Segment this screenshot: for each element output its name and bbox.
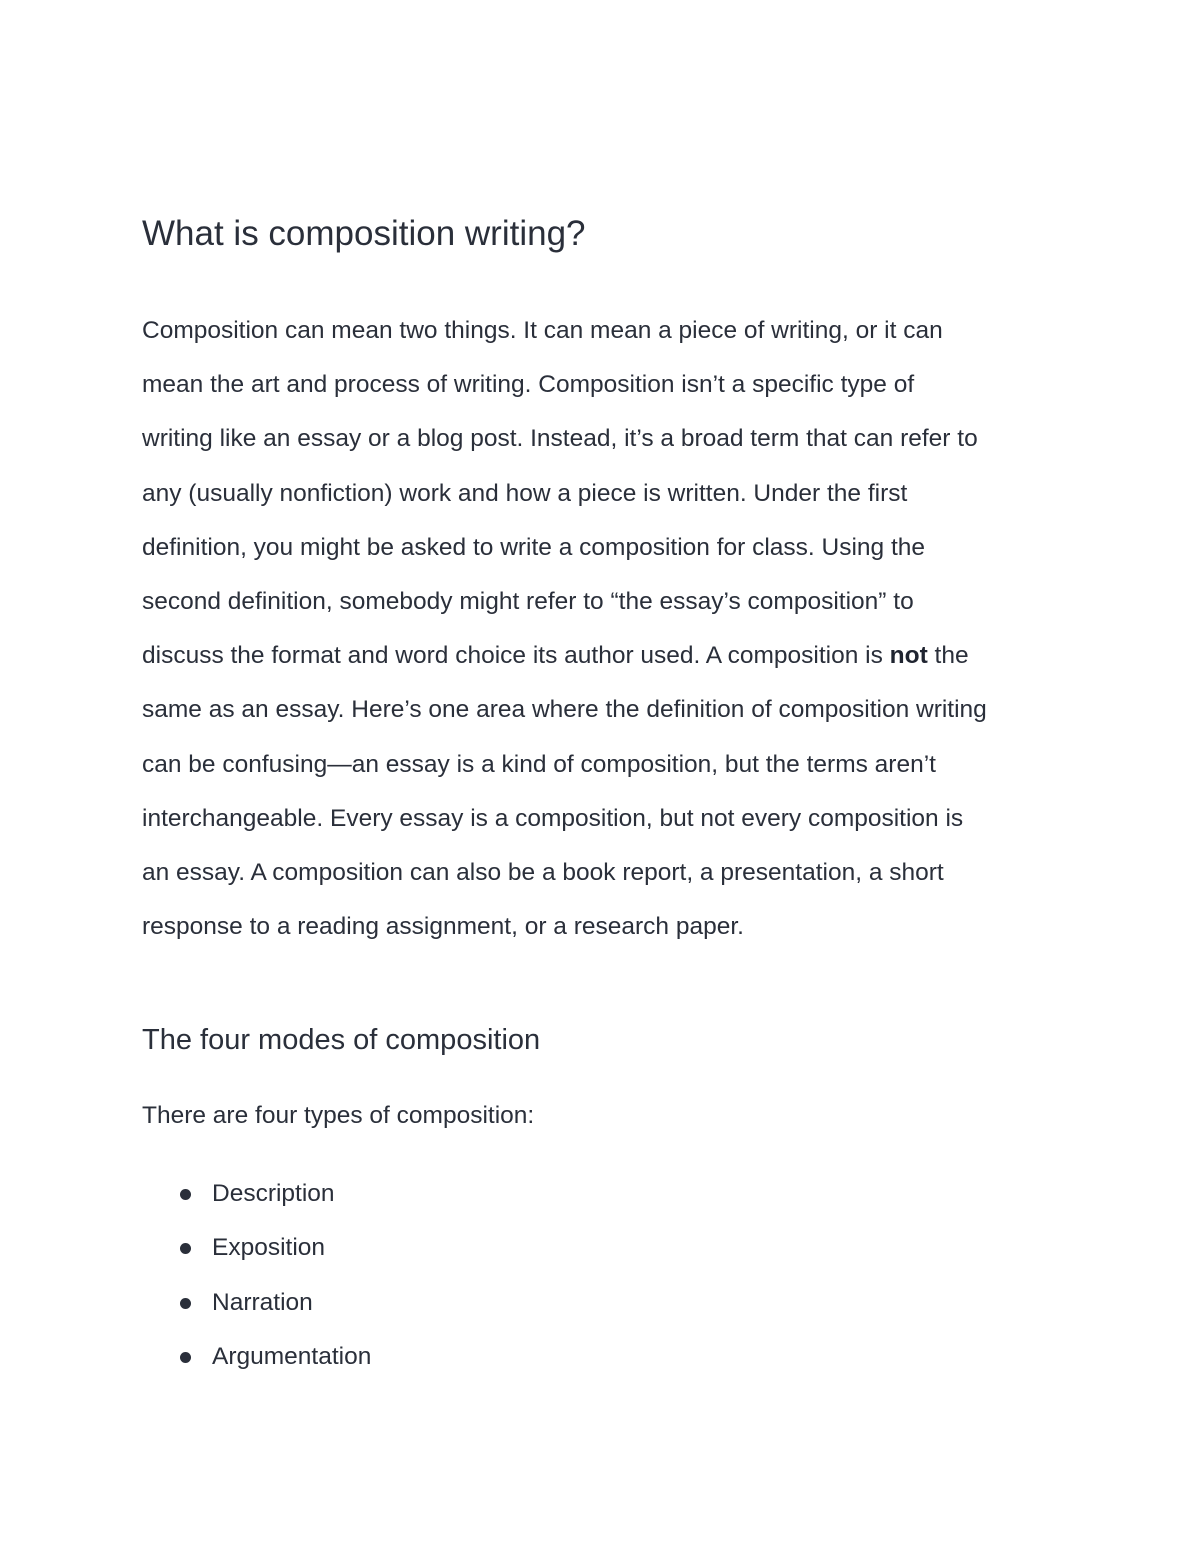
paragraph-line: mean the art and process of writing. Composition isn’t a specific type of [142,371,915,399]
section-heading: The four modes of composition [142,1024,541,1056]
list-item-label: Description [212,1180,335,1207]
list-item-label: Argumentation [212,1342,372,1370]
paragraph-line: an essay. A composition can also be a book report, a presentation, a short [142,858,944,886]
bullet-icon [180,1243,191,1254]
paragraph-line: response to a reading assignment, or a research paper. [142,913,744,941]
bullet-icon [180,1298,191,1309]
section-intro: There are four types of composition: [142,1102,535,1129]
bullet-icon [180,1352,191,1363]
page-title: What is composition writing? [142,214,586,253]
body-paragraph [142,304,1062,954]
paragraph-line: second definition, somebody might refer to “the essay’s composition” to [142,587,914,615]
emphasis-not: not [889,642,928,670]
list-item-label: Exposition [212,1234,326,1262]
paragraph-line: any (usually nonfiction) work and how a piece is written. Under the first [142,479,908,507]
paragraph-line: writing like an essay or a blog post. Instead, it’s a broad term that can refer to [142,425,978,453]
list-item-label: Narration [212,1288,313,1316]
paragraph-line: interchangeable. Every essay is a composition, but not every composition is [142,804,964,832]
paragraph-line: Composition can mean two things. It can mean a piece of writing, or it can [142,317,943,344]
paragraph-line: same as an essay. Here’s one area where the definition of composition writing [142,696,987,724]
paragraph-line-text: discuss the format and word choice its author used. A composition is [142,642,890,670]
paragraph-line: definition, you might be asked to write a composition for class. Using the [142,533,926,561]
paragraph-line-with-emphasis [142,629,1062,683]
emphasis-tail: the [927,642,969,670]
bullet-icon [180,1189,191,1200]
paragraph-line: can be confusing—an essay is a kind of composition, but the terms aren’t [142,750,936,778]
